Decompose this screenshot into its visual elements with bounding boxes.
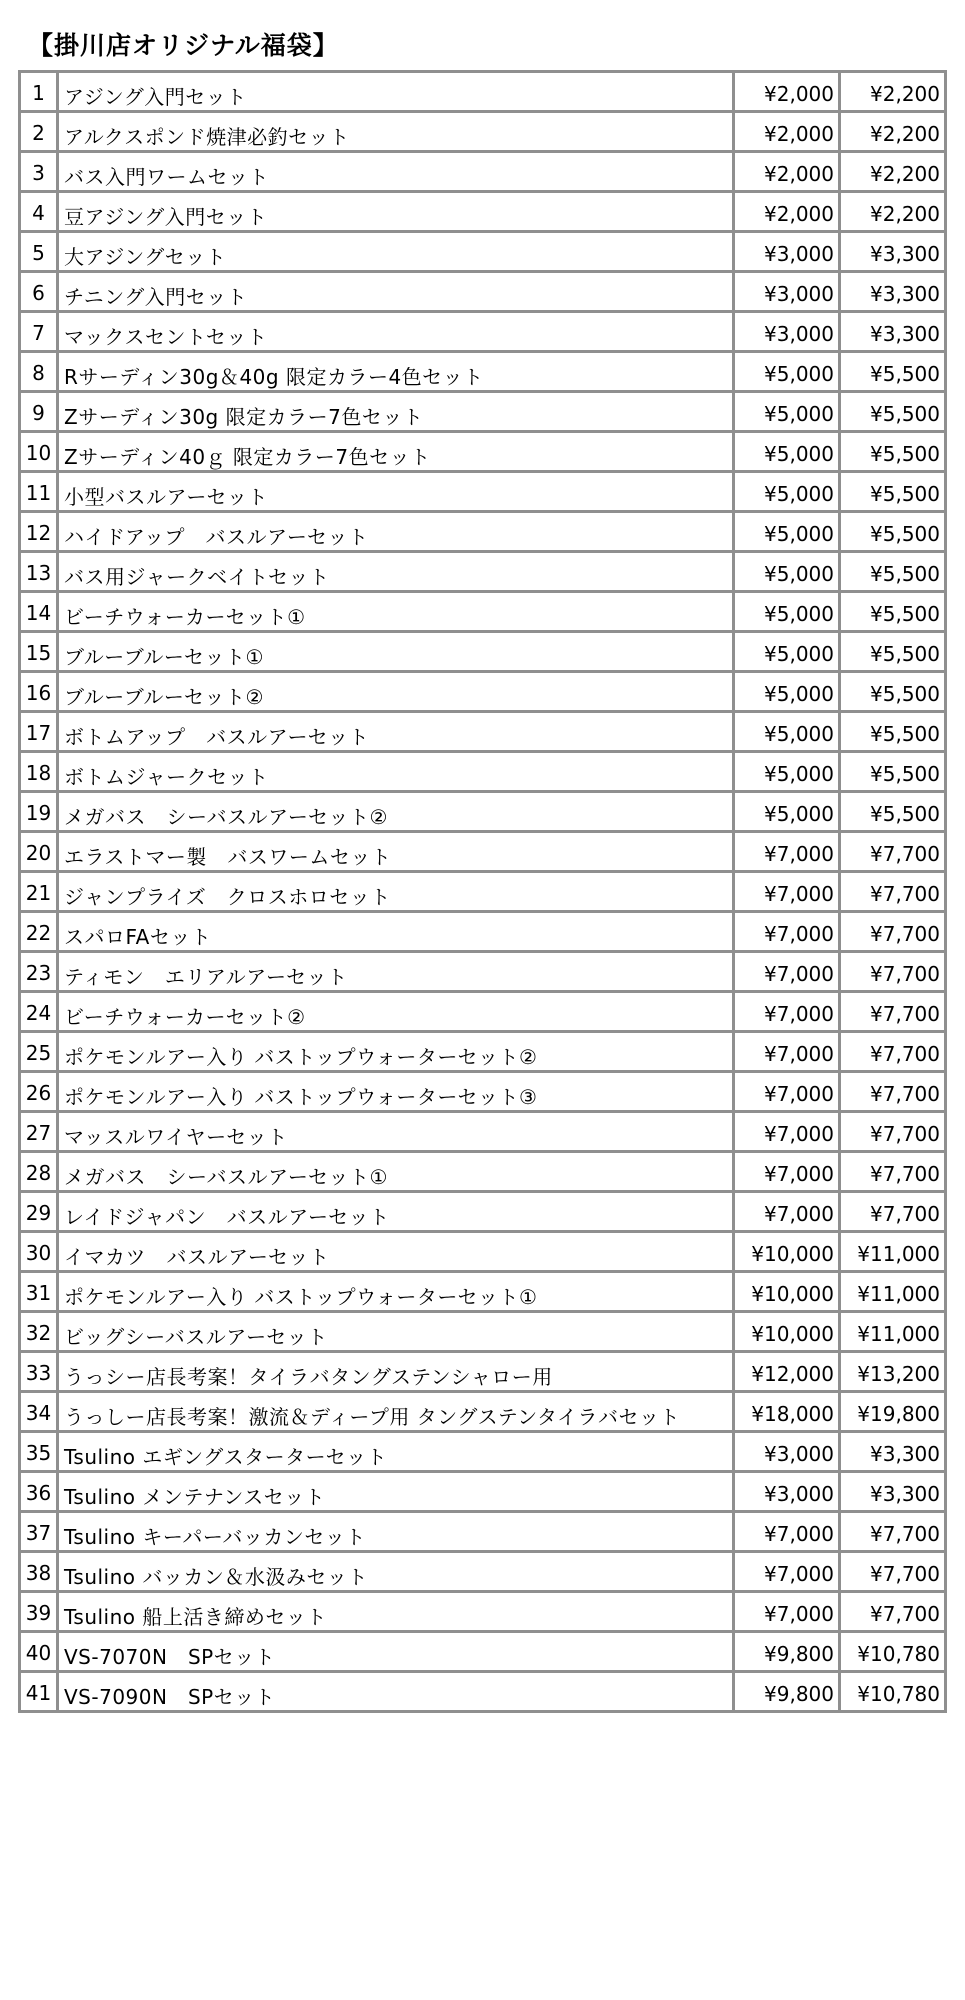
item-price-with-tax: ¥7,700 <box>840 1592 946 1632</box>
item-price-with-tax: ¥5,500 <box>840 712 946 752</box>
item-price-with-tax: ¥13,200 <box>840 1352 946 1392</box>
item-price-with-tax: ¥3,300 <box>840 232 946 272</box>
item-price-with-tax: ¥2,200 <box>840 112 946 152</box>
item-name: うっシー店長考案！タイラバタングステンシャロー用 <box>58 1352 734 1392</box>
item-price-with-tax: ¥7,700 <box>840 1552 946 1592</box>
item-price-with-tax: ¥7,700 <box>840 1512 946 1552</box>
item-number: 21 <box>20 872 58 912</box>
table-row <box>20 192 946 232</box>
table-row <box>20 1672 946 1712</box>
item-price-with-tax: ¥5,500 <box>840 472 946 512</box>
item-name: アジング入門セット <box>58 72 734 112</box>
item-number: 10 <box>20 432 58 472</box>
item-price: ¥7,000 <box>734 912 840 952</box>
item-price-with-tax: ¥3,300 <box>840 1472 946 1512</box>
item-number: 7 <box>20 312 58 352</box>
item-price: ¥3,000 <box>734 312 840 352</box>
item-price: ¥3,000 <box>734 272 840 312</box>
item-number: 16 <box>20 672 58 712</box>
item-name: マッスルワイヤーセット <box>58 1112 734 1152</box>
item-price-with-tax: ¥7,700 <box>840 912 946 952</box>
item-price-with-tax: ¥7,700 <box>840 872 946 912</box>
item-name: ブルーブルーセット② <box>58 672 734 712</box>
item-price-with-tax: ¥7,700 <box>840 1152 946 1192</box>
item-price-with-tax: ¥2,200 <box>840 72 946 112</box>
item-number: 32 <box>20 1312 58 1352</box>
table-row <box>20 1392 946 1432</box>
item-price-with-tax: ¥5,500 <box>840 392 946 432</box>
table-row <box>20 872 946 912</box>
item-price: ¥2,000 <box>734 152 840 192</box>
item-number: 28 <box>20 1152 58 1192</box>
item-name: Tsulino バッカン＆水汲みセット <box>58 1552 734 1592</box>
item-name: 豆アジング入門セット <box>58 192 734 232</box>
table-row <box>20 1312 946 1352</box>
item-price-with-tax: ¥5,500 <box>840 352 946 392</box>
item-number: 29 <box>20 1192 58 1232</box>
item-name: Tsulino メンテナンスセット <box>58 1472 734 1512</box>
item-name: イマカツ バスルアーセット <box>58 1232 734 1272</box>
item-number: 40 <box>20 1632 58 1672</box>
table-row <box>20 272 946 312</box>
item-name: アルクスポンド焼津必釣セット <box>58 112 734 152</box>
item-name: バス入門ワームセット <box>58 152 734 192</box>
table-row <box>20 592 946 632</box>
item-name: バス用ジャークベイトセット <box>58 552 734 592</box>
item-price: ¥3,000 <box>734 1472 840 1512</box>
item-price: ¥7,000 <box>734 832 840 872</box>
item-price: ¥9,800 <box>734 1672 840 1712</box>
item-price-with-tax: ¥5,500 <box>840 512 946 552</box>
item-price-with-tax: ¥5,500 <box>840 672 946 712</box>
item-price: ¥7,000 <box>734 1072 840 1112</box>
table-row <box>20 1272 946 1312</box>
table-row <box>20 512 946 552</box>
item-price: ¥5,000 <box>734 712 840 752</box>
item-number: 26 <box>20 1072 58 1112</box>
item-price-with-tax: ¥11,000 <box>840 1312 946 1352</box>
table-row <box>20 912 946 952</box>
item-price-with-tax: ¥5,500 <box>840 632 946 672</box>
item-name: ビーチウォーカーセット① <box>58 592 734 632</box>
item-price-with-tax: ¥5,500 <box>840 792 946 832</box>
table-row <box>20 1472 946 1512</box>
item-price: ¥5,000 <box>734 432 840 472</box>
item-name: マックスセントセット <box>58 312 734 352</box>
item-number: 19 <box>20 792 58 832</box>
table-row <box>20 992 946 1032</box>
item-name: ビッグシーバスルアーセット <box>58 1312 734 1352</box>
table-body <box>20 72 946 1712</box>
item-price-with-tax: ¥19,800 <box>840 1392 946 1432</box>
table-row <box>20 1232 946 1272</box>
table-row <box>20 1352 946 1392</box>
item-price: ¥2,000 <box>734 72 840 112</box>
page-title: 【掛川店オリジナル福袋】 <box>28 31 339 60</box>
table-row <box>20 552 946 592</box>
table-row <box>20 392 946 432</box>
item-name: Tsulino キーパーバッカンセット <box>58 1512 734 1552</box>
item-number: 25 <box>20 1032 58 1072</box>
item-price-with-tax: ¥3,300 <box>840 272 946 312</box>
table-row <box>20 1632 946 1672</box>
item-price: ¥5,000 <box>734 752 840 792</box>
table-row <box>20 832 946 872</box>
lucky-bag-table <box>18 70 947 1713</box>
item-name: ビーチウォーカーセット② <box>58 992 734 1032</box>
item-number: 39 <box>20 1592 58 1632</box>
item-price-with-tax: ¥11,000 <box>840 1232 946 1272</box>
item-number: 33 <box>20 1352 58 1392</box>
item-price: ¥5,000 <box>734 352 840 392</box>
table-row <box>20 752 946 792</box>
item-price: ¥5,000 <box>734 472 840 512</box>
item-price: ¥3,000 <box>734 232 840 272</box>
table-row <box>20 1152 946 1192</box>
item-number: 14 <box>20 592 58 632</box>
item-price: ¥9,800 <box>734 1632 840 1672</box>
item-price-with-tax: ¥3,300 <box>840 312 946 352</box>
item-price: ¥7,000 <box>734 1592 840 1632</box>
item-price: ¥2,000 <box>734 112 840 152</box>
item-number: 36 <box>20 1472 58 1512</box>
item-price: ¥7,000 <box>734 952 840 992</box>
item-number: 17 <box>20 712 58 752</box>
table-row <box>20 312 946 352</box>
item-name: エラストマー製 バスワームセット <box>58 832 734 872</box>
table-row <box>20 1512 946 1552</box>
item-price-with-tax: ¥7,700 <box>840 992 946 1032</box>
item-name: ティモン エリアルアーセット <box>58 952 734 992</box>
item-price: ¥5,000 <box>734 512 840 552</box>
table-row <box>20 632 946 672</box>
item-number: 2 <box>20 112 58 152</box>
item-price-with-tax: ¥7,700 <box>840 1032 946 1072</box>
table-row <box>20 1032 946 1072</box>
table-row <box>20 352 946 392</box>
item-price-with-tax: ¥7,700 <box>840 1072 946 1112</box>
item-number: 1 <box>20 72 58 112</box>
item-number: 9 <box>20 392 58 432</box>
item-price-with-tax: ¥10,780 <box>840 1632 946 1672</box>
item-number: 22 <box>20 912 58 952</box>
item-price-with-tax: ¥3,300 <box>840 1432 946 1472</box>
item-number: 18 <box>20 752 58 792</box>
item-name: うっしー店長考案！激流＆ディープ用 タングステンタイラバセット <box>58 1392 734 1432</box>
item-price: ¥10,000 <box>734 1312 840 1352</box>
item-price-with-tax: ¥11,000 <box>840 1272 946 1312</box>
item-price-with-tax: ¥5,500 <box>840 752 946 792</box>
item-name: ジャンプライズ クロスホロセット <box>58 872 734 912</box>
item-name: Tsulino 船上活き締めセット <box>58 1592 734 1632</box>
item-name: ブルーブルーセット① <box>58 632 734 672</box>
table-row <box>20 1112 946 1152</box>
item-number: 27 <box>20 1112 58 1152</box>
item-number: 4 <box>20 192 58 232</box>
item-number: 30 <box>20 1232 58 1272</box>
item-name: チニング入門セット <box>58 272 734 312</box>
item-name: Tsulino エギングスターターセット <box>58 1432 734 1472</box>
item-name: VS-7090N SPセット <box>58 1672 734 1712</box>
table-row <box>20 72 946 112</box>
item-price: ¥18,000 <box>734 1392 840 1432</box>
item-name: メガバス シーバスルアーセット② <box>58 792 734 832</box>
item-number: 23 <box>20 952 58 992</box>
table-row <box>20 1592 946 1632</box>
table-row <box>20 112 946 152</box>
item-name: 小型バスルアーセット <box>58 472 734 512</box>
item-price: ¥5,000 <box>734 632 840 672</box>
item-price: ¥2,000 <box>734 192 840 232</box>
item-number: 38 <box>20 1552 58 1592</box>
item-price: ¥7,000 <box>734 1032 840 1072</box>
table-row <box>20 952 946 992</box>
table-row <box>20 432 946 472</box>
item-price: ¥12,000 <box>734 1352 840 1392</box>
item-name: ポケモンルアー入り バストップウォーターセット② <box>58 1032 734 1072</box>
item-price: ¥5,000 <box>734 792 840 832</box>
item-name: 大アジングセット <box>58 232 734 272</box>
item-name: スパロFAセット <box>58 912 734 952</box>
item-number: 35 <box>20 1432 58 1472</box>
item-number: 8 <box>20 352 58 392</box>
item-number: 11 <box>20 472 58 512</box>
item-name: Zサーディン30g 限定カラー7色セット <box>58 392 734 432</box>
item-price: ¥7,000 <box>734 872 840 912</box>
table-row <box>20 1432 946 1472</box>
table-row <box>20 232 946 272</box>
item-price-with-tax: ¥2,200 <box>840 152 946 192</box>
item-number: 34 <box>20 1392 58 1432</box>
item-name: ハイドアップ バスルアーセット <box>58 512 734 552</box>
item-price-with-tax: ¥5,500 <box>840 552 946 592</box>
item-price-with-tax: ¥7,700 <box>840 952 946 992</box>
table-row <box>20 712 946 752</box>
item-number: 5 <box>20 232 58 272</box>
item-price: ¥10,000 <box>734 1272 840 1312</box>
item-name: レイドジャパン バスルアーセット <box>58 1192 734 1232</box>
item-number: 15 <box>20 632 58 672</box>
item-number: 31 <box>20 1272 58 1312</box>
item-price-with-tax: ¥7,700 <box>840 1112 946 1152</box>
item-price: ¥7,000 <box>734 1192 840 1232</box>
item-name: ポケモンルアー入り バストップウォーターセット③ <box>58 1072 734 1112</box>
item-price: ¥7,000 <box>734 1112 840 1152</box>
item-name: ボトムアップ バスルアーセット <box>58 712 734 752</box>
item-price: ¥7,000 <box>734 992 840 1032</box>
item-price: ¥5,000 <box>734 672 840 712</box>
item-price-with-tax: ¥7,700 <box>840 832 946 872</box>
item-number: 12 <box>20 512 58 552</box>
item-number: 24 <box>20 992 58 1032</box>
item-number: 37 <box>20 1512 58 1552</box>
item-price-with-tax: ¥5,500 <box>840 432 946 472</box>
table-row <box>20 1192 946 1232</box>
item-price: ¥5,000 <box>734 552 840 592</box>
table-row <box>20 472 946 512</box>
table-row <box>20 672 946 712</box>
table-row <box>20 792 946 832</box>
item-price-with-tax: ¥2,200 <box>840 192 946 232</box>
item-number: 41 <box>20 1672 58 1712</box>
item-name: VS-7070N SPセット <box>58 1632 734 1672</box>
item-price: ¥5,000 <box>734 592 840 632</box>
item-number: 13 <box>20 552 58 592</box>
table-row <box>20 1072 946 1112</box>
item-price: ¥5,000 <box>734 392 840 432</box>
item-name: Rサーディン30g＆40g 限定カラー4色セット <box>58 352 734 392</box>
table-row <box>20 152 946 192</box>
item-name: ポケモンルアー入り バストップウォーターセット① <box>58 1272 734 1312</box>
item-price: ¥3,000 <box>734 1432 840 1472</box>
item-price-with-tax: ¥5,500 <box>840 592 946 632</box>
item-number: 3 <box>20 152 58 192</box>
item-number: 20 <box>20 832 58 872</box>
item-name: ボトムジャークセット <box>58 752 734 792</box>
item-price: ¥10,000 <box>734 1232 840 1272</box>
item-name: メガバス シーバスルアーセット① <box>58 1152 734 1192</box>
item-number: 6 <box>20 272 58 312</box>
table-row <box>20 1552 946 1592</box>
item-name: Zサーディン40ｇ 限定カラー7色セット <box>58 432 734 472</box>
item-price: ¥7,000 <box>734 1152 840 1192</box>
item-price-with-tax: ¥7,700 <box>840 1192 946 1232</box>
item-price: ¥7,000 <box>734 1552 840 1592</box>
item-price-with-tax: ¥10,780 <box>840 1672 946 1712</box>
item-price: ¥7,000 <box>734 1512 840 1552</box>
